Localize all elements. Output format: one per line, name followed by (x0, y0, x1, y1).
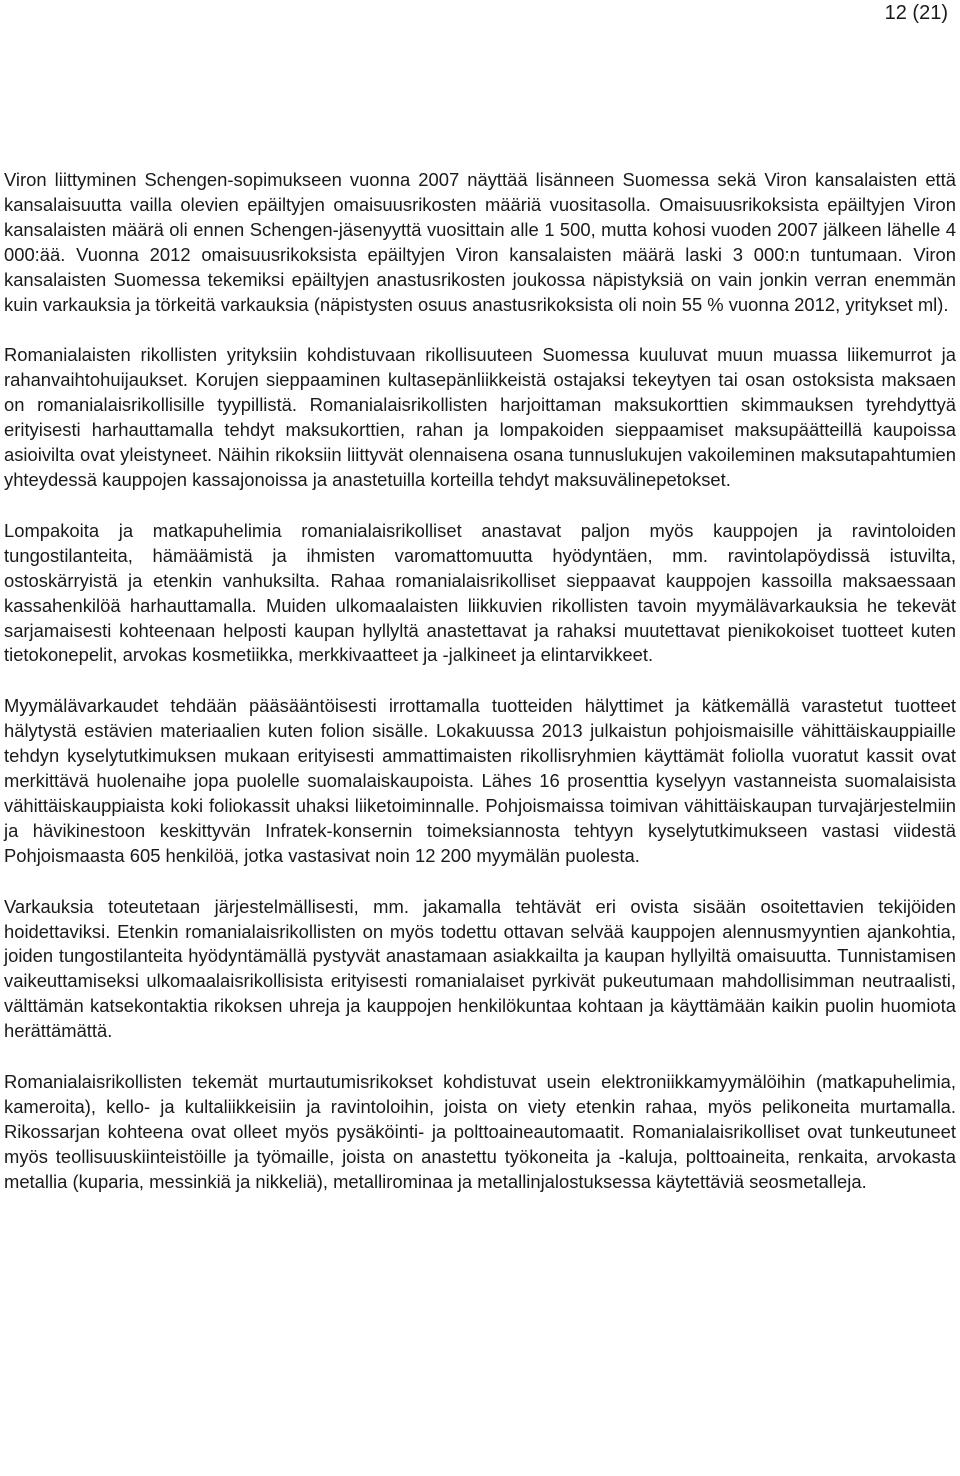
page-number: 12 (21) (884, 2, 948, 24)
paragraph-systematic-theft: Varkauksia toteutetaan järjestelmällisesti, mm. jakamalla tehtävät eri ovista sisään osoitettavien tekijöiden hoidettaviksi. Etenkin romanialaisrikollisten on myös todettu ottavan selvää kauppojen alennusmyyntien ajankohtia, joiden tungostilanteita hyödyntämällä pystyvät anastamaan asiakkailta ja kaupan hyllyiltä omaisuutta. Tunnistamisen vaikeuttamiseksi ulkomaalaisrikollisista erityisesti romanialaiset pyrkivät pukeutumaan mahdollisimman neutraalisti, välttämän katsekontaktia rikoksen uhreja ja kauppojen henkilökuntaa kohtaan ja käyttämään kaikin puolin huomiota herättämättä. (4, 895, 956, 1042)
document-body (4, 168, 956, 1195)
paragraph-burglary-targets: Romanialaisrikollisten tekemät murtautumisrikokset kohdistuvat usein elektroniikkamyymälöihin (matkapuhelimia, kameroita), kello- ja kultaliikkeisiin ja ravintoloihin, joista on viety etenkin rahaa, myös pelikoneita murtamalla. Rikossarjan kohteena ovat olleet myös pysäköinti- ja polttoaineautomaatit. Romanialaisrikolliset ovat tunkeutuneet myös teollisuuskiinteistöille ja työmaille, joista on anastettu työkoneita ja -kaluja, polttoaineita, renkaita, arvokasta metallia (kuparia, messinkiä ja nikkeliä), metallirominaa ja metallinjalostuksessa käytettäviä seosmetalleja. (4, 1071, 956, 1192)
paragraph-wallet-phone-theft: Lompakoita ja matkapuhelimia romanialaisrikolliset anastavat paljon myös kauppojen ja ravintoloiden tungostilanteita, hämäämistä ja ihmisten varomattomuutta hyödyntäen, mm. ravintolapöydissä istuvilta, ostoskärryistä ja etenkin vanhuksilta. Rahaa romanialaisrikolliset sieppaavat kauppojen kassoilla maksaessaan kassahenkilöä harhauttamalla. Muiden ulkomaalaisten liikkuvien rikollisten tavoin myymälävarkauksia he tekevät sarjamaisesti kohteenaan helposti kaupan hyllyltä anastettavat ja rahaksi muutettavat pienikokoiset tuotteet kuten tietokonepelit, arvokas kosmetiikka, merkkivaatteet ja -jalkineet ja elintarvikkeet. (4, 519, 956, 666)
paragraph-estonian-property-crime: Viron liittyminen Schengen-sopimukseen vuonna 2007 näyttää lisänneen Suomessa sekä Viron kansalaisten että kansalaisuutta vailla olevien epäiltyjen omaisuusrikosten määriä vuositasolla. Omaisuusrikoksista epäiltyjen Viron kansalaisten määrä oli ennen Schengen-jäsenyyttä vuosittain alle 1 500, mutta kohosi vuoden 2007 jälkeen lähelle 4 000:ää. Vuonna 2012 omaisuusrikoksista epäiltyjen Viron kansalaisten määrä laski 3 000:n tuntumaan. Viron kansalaisten Suomessa tekemiksi epäiltyjen anastusrikosten joukossa näpistyksiä on vain jonkin verran enemmän kuin varkauksia ja törkeitä varkauksia (näpistysten osuus anastusrikoksista oli noin 55 % vuonna 2012, yritykset ml). (4, 169, 956, 315)
paragraph-romanian-business-crime: Romanialaisten rikollisten yrityksiin kohdistuvaan rikollisuuteen Suomessa kuuluvat muun muassa liikemurrot ja rahanvaihtohuijaukset. Korujen sieppaaminen kultasepänliikkeistä ostajaksi tekeytyen tai osan ostoksista maksaen on romanialaisrikollisille tyypillistä. Romanialaisrikollisten harjoittaman maksukorttien skimmauksen tyrehdyttyä erityisesti harhauttamalla tehdyt maksukorttien, rahan ja lompakoiden sieppaamiset maksupäätteillä kaupoissa asioivilta ovat yleistyneet. Näihin rikoksiin liittyvät olennaisena osana tunnuslukujen vakoileminen maksutapahtumien yhteydessä kauppojen kassajonoissa ja anastetuilla korteilla tehdyt maksuvälinepetokset. (4, 344, 956, 490)
paragraph-shoplifting-methods: Myymälävarkaudet tehdään pääsääntöisesti irrottamalla tuotteiden hälyttimet ja kätkemällä varastetut tuotteet hälytystä estävien materiaalien kuten folion sisälle. Lokakuussa 2013 julkaistun pohjoismaisille vähittäiskauppiaille tehdyn kyselytutkimuksen mukaan erityisesti ammattimaisten rikollisryhmien käyttämät foliolla vuoratut kassit ovat merkittävä huolenaihe jopa puolelle suomalaiskaupoista. Lähes 16 prosenttia kyselyyn vastanneista suomalaisista vähittäiskauppiaista koki foliokassit uhaksi liiketoiminnalle. Pohjoismaissa toimivan vähittäiskaupan turvajärjestelmiin ja hävikinestoon keskittyvän Infratek-konsernin toimeksiannosta tehtyyn kyselytutkimukseen vastasi viidestä Pohjoismaasta 605 henkilöä, jotka vastasivat noin 12 200 myymälän puolesta. (4, 695, 956, 866)
